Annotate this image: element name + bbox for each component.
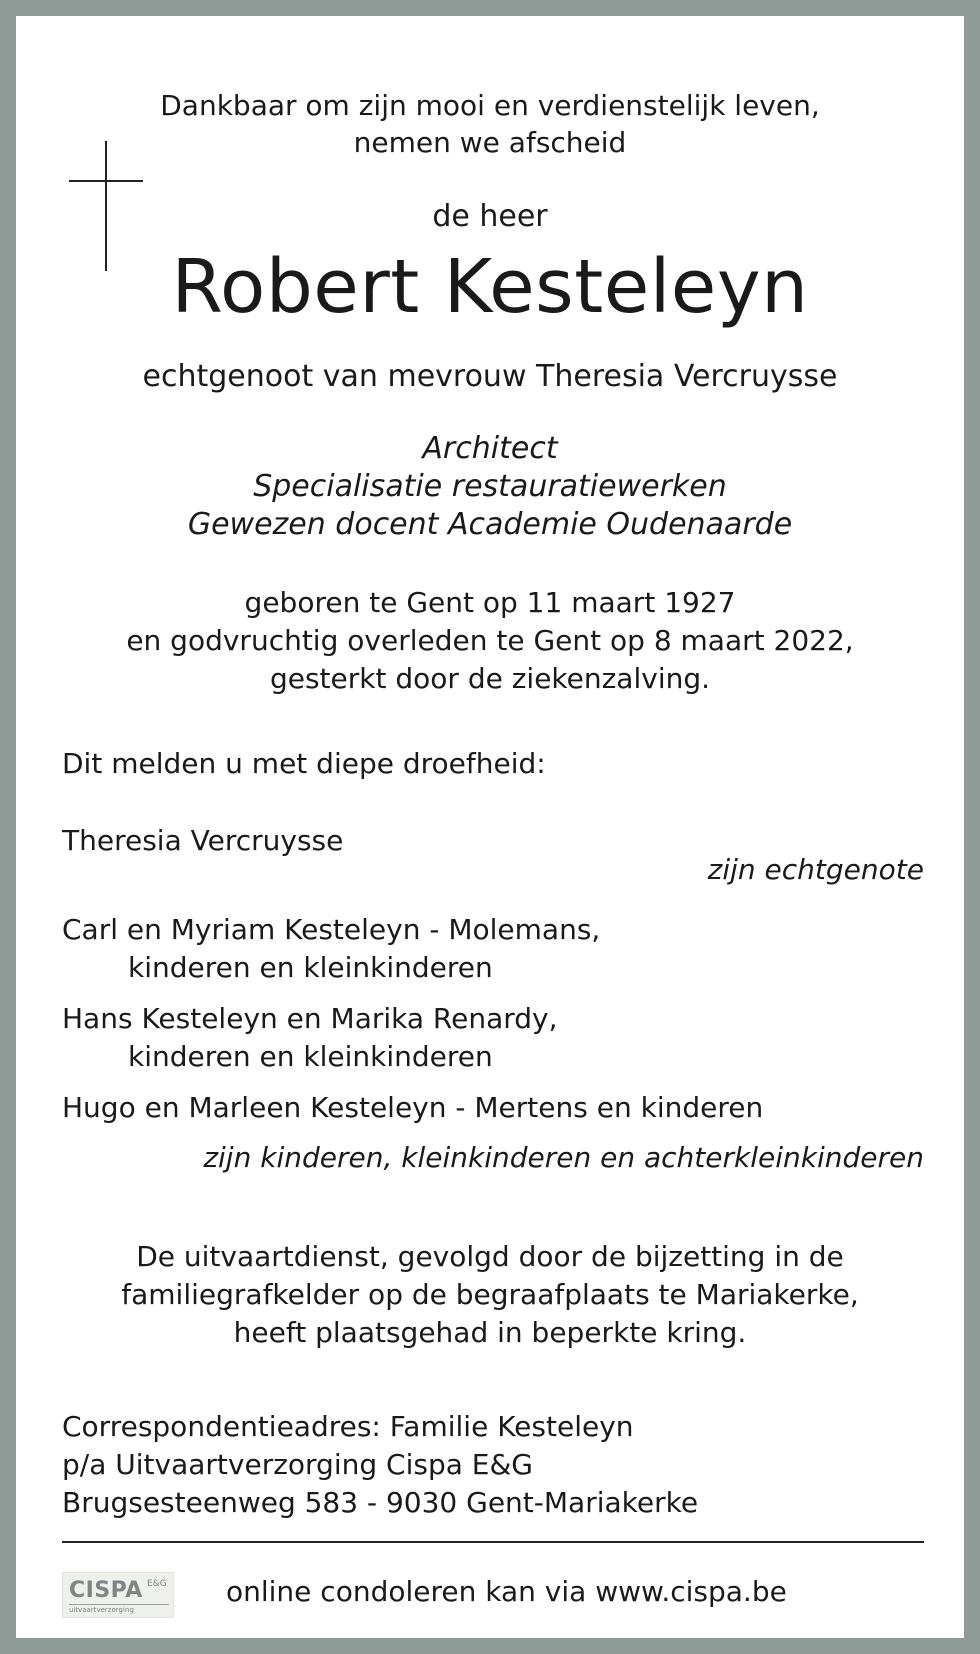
dates-line-3: gesterkt door de ziekenzalving. xyxy=(269,662,711,695)
logo-superscript: E&G xyxy=(147,1579,167,1589)
title-line-1: Architect xyxy=(422,431,558,466)
address-line-1: Correspondentieadres: Familie Kesteleyn xyxy=(62,1410,634,1443)
cispa-logo xyxy=(62,1572,174,1618)
announcement: Dit melden u met diepe droefheid: xyxy=(62,747,546,780)
salutation: de heer xyxy=(432,199,548,234)
family-child-2: Hans Kesteleyn en Marika Renardy, xyxy=(62,1002,558,1035)
cross-icon-bar xyxy=(69,180,143,182)
title-line-3: Gewezen docent Academie Oudenaarde xyxy=(187,507,793,542)
footer-divider xyxy=(62,1541,924,1543)
intro-line-1: Dankbaar om zijn mooi en verdienstelijk leven, xyxy=(160,89,820,122)
family-child-1: Carl en Myriam Kesteleyn - Molemans, xyxy=(62,913,601,946)
online-condolence-text: online condoleren kan via www.cispa.be xyxy=(226,1575,787,1608)
logo-tagline: uitvaartverzorging xyxy=(69,1606,134,1614)
logo-wordmark: CISPA xyxy=(69,1578,143,1603)
address-line-3: Brugsesteenweg 583 - 9030 Gent-Mariakerke xyxy=(62,1486,699,1519)
dates-line-2: en godvruchtig overleden te Gent op 8 maart 2022, xyxy=(126,624,854,657)
title-line-2: Specialisatie restauratiewerken xyxy=(253,469,727,504)
funeral-line-3: heeft plaatsgehad in beperkte kring. xyxy=(233,1316,747,1349)
family-spouse-role: zijn echtgenote xyxy=(707,853,924,886)
family-child-2-sub: kinderen en kleinkinderen xyxy=(128,1040,493,1073)
family-children-role: zijn kinderen, kleinkinderen en achterkleinkinderen xyxy=(203,1141,924,1174)
family-spouse-name: Theresia Vercruysse xyxy=(62,824,344,857)
family-child-3: Hugo en Marleen Kesteleyn - Mertens en kinderen xyxy=(62,1091,764,1124)
spouse-line: echtgenoot van mevrouw Theresia Vercruysse xyxy=(142,359,838,394)
dates-line-1: geboren te Gent op 11 maart 1927 xyxy=(244,586,736,619)
logo-rule xyxy=(69,1604,169,1605)
deceased-name: Robert Kesteleyn xyxy=(171,244,809,330)
funeral-line-2: familiegrafkelder op de begraafplaats te Mariakerke, xyxy=(121,1278,859,1311)
family-child-1-sub: kinderen en kleinkinderen xyxy=(128,951,493,984)
intro-line-2: nemen we afscheid xyxy=(353,126,627,159)
funeral-line-1: De uitvaartdienst, gevolgd door de bijzetting in de xyxy=(136,1240,844,1273)
address-line-2: p/a Uitvaartverzorging Cispa E&G xyxy=(62,1448,533,1481)
